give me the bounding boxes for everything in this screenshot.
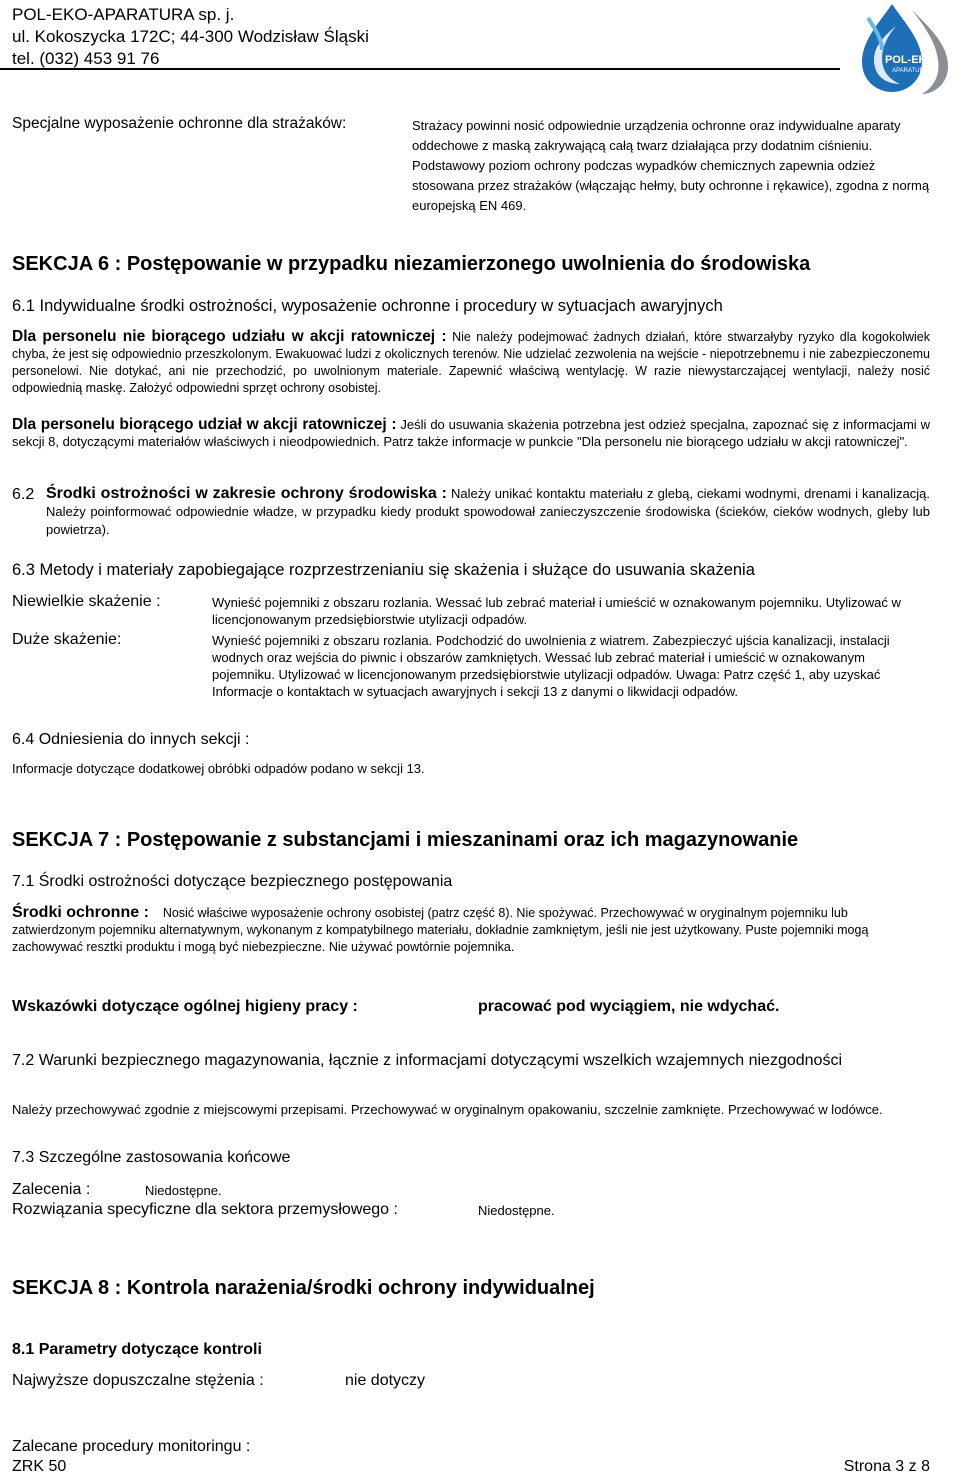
industrial-label: Rozwiązania specyficzne dla sektora przemysłowego : (12, 1201, 398, 1218)
emergency-label: Dla personelu biorącego udział w akcji ratowniczej : (12, 416, 397, 433)
non-emergency-text: Nie należy podejmować żadnych działań, które stwarzałyby ryzyko dla kogokolwiek chyba, że jest się odpowiednio przeszkolonym. Ewakuować ludzi z okolicznych terenów. Nie udzielać zezwolenia na wejście - niepotrzebnemu i nie zabezpieczonemu personelowi. Nie dotykać, ani nie przechodzić, po uwolnionym materiale. Zapewnić właściwą wentylację. W razie niewystarczającej wentylacji, należy nosić odpowiednią maskę. Założyć odpowiedni sprzęt ochrony osobistej. (12, 330, 930, 395)
logo-subtext: APARATURA (892, 68, 928, 74)
section-6-2-label: Środki ostrożności w zakresie ochrony środowiska : (46, 485, 447, 502)
max-conc-label: Najwyższe dopuszczalne stężenia : (12, 1372, 264, 1389)
section-7-3-title: 7.3 Szczególne zastosowania końcowe (12, 1149, 291, 1166)
non-emergency-label: Dla personelu nie biorącego udziału w akcji ratowniczej : (12, 328, 447, 345)
non-emergency-paragraph (12, 328, 930, 397)
section-6-4-text: Informacje dotyczące dodatkowej obróbki odpadów podano w sekcji 13. (12, 761, 425, 776)
section-6-2-text: Należy unikać kontaktu materiału z glebą, ciekami wodnymi, drenami i kanalizacją. Należy poinformować odpowiednie władze, w przypadku kiedy produkt spowodował zanieczyszczenie środowiska (ścieków, cieków wodnych, gleby lub powietrza). (46, 486, 930, 537)
footer-product: ZRK 50 (12, 1458, 67, 1475)
max-conc-value: nie dotyczy (345, 1372, 426, 1389)
footer-page: Strona 3 z 8 (843, 1458, 930, 1475)
industrial-value: Niedostępne. (478, 1203, 555, 1218)
firefighters-text: Strażacy powinni nosić odpowiednie urządzenia ochronne oraz indywidualne aparaty oddechowe z maską zakrywającą całą twarz działająca przy dodatnim ciśnieniu. Podstawowy poziom ochrony podczas wypadków chemicznych zapewnia odzież stosowana przez strażaków (włączając hełmy, buty ochronne i rękawice), zgodna z normą europejską EN 469. (412, 118, 930, 213)
section-6-1-title: 6.1 Indywidualne środki ostrożności, wyposażenie ochronne i procedury w sytuacjach awaryjnych (12, 297, 723, 315)
section-8-title: SEKCJA 8 : Kontrola narażenia/środki ochrony indywidualnej (12, 1277, 595, 1299)
header-rule (0, 68, 840, 70)
protective-text: Nosić właściwe wyposażenie ochrony osobistej (patrz część 8). Nie spożywać. Przechowywać w oryginalnym pojemniku lub zatwierdzonym pojemniku alternatywnym, wykonanym z kompatybilnego materiału, dokładnie zamkniętym, jeśli nie jest użytkowany. Puste pojemniki mogą zachowywać resztki produktu i mogą być niebezpieczne. Nie używać powtórnie pojemnika. (12, 906, 869, 954)
emergency-text: Jeśli do usuwania skażenia potrzebna jest odzież specjalna, zapoznać się z informacjami w sekcji 8, dotyczącymi materiałów właściwych i nieodpowiednich. Patrz także informacje w punkcie "Dla personelu nie biorącego udziału w akcji ratowniczej". (12, 417, 930, 449)
company-name: POL-EKO-APARATURA sp. j. (12, 5, 235, 24)
emergency-paragraph (12, 416, 930, 450)
hygiene-text: pracować pod wyciągiem, nie wdychać. (478, 998, 780, 1015)
section-6-2-num: 6.2 (12, 486, 35, 503)
section-6-4-title: 6.4 Odniesienia do innych sekcji : (12, 731, 250, 748)
protective-paragraph (12, 904, 930, 956)
section-7-2-title: 7.2 Warunki bezpiecznego magazynowania, łącznie z informacjami dotyczącymi wszelkich wzajemnych niezgodności (12, 1052, 842, 1069)
section-7-1-title: 7.1 Środki ostrożności dotyczące bezpiecznego postępowania (12, 873, 453, 890)
section-7-title: SEKCJA 7 : Postępowanie z substancjami i mieszaninami oraz ich magazynowanie (12, 829, 799, 851)
section-6-2-paragraph (46, 485, 930, 539)
small-spill-text: Wynieść pojemniki z obszaru rozlania. Wessać lub zebrać materiał i umieścić w oznakowanym pojemniku. Utylizować w licencjonowanym przedsiębiorstwie utylizacji odpadów. (212, 595, 901, 627)
company-phone: tel. (032) 453 91 76 (12, 49, 160, 68)
hygiene-label: Wskazówki dotyczące ogólnej higieny pracy : (12, 998, 358, 1015)
water-drop-icon (852, 0, 956, 96)
company-address: ul. Kokoszycka 172C; 44-300 Wodzisław Śląski (12, 27, 369, 46)
large-spill-text: Wynieść pojemniki z obszaru rozlania. Podchodzić do uwolnienia z wiatrem. Zabezpieczyć ujścia kanalizacji, instalacji wodnych oraz wejścia do piwnic i obszarów zamkniętych. Wessać lub zebrać materiał i umieścić w oznakowanym pojemniku. Utylizować w licencjonowanym przedsiębiorstwie utylizacji odpadów. Uwaga: Patrz część 1, aby uzyskać Informacje o kontaktach w sytuacjach awaryjnych i sekcji 13 z danymi o likwidacji odpadów. (212, 633, 890, 699)
section-6-title: SEKCJA 6 : Postępowanie w przypadku niezamierzonego uwolnienia do środowiska (12, 253, 811, 275)
logo-text: POL-EKO (884, 54, 936, 66)
firefighters-label: Specjalne wyposażenie ochronne dla strażaków: (12, 115, 347, 132)
protective-label: Środki ochronne : (12, 904, 149, 921)
monitoring-label: Zalecane procedury monitoringu : (12, 1438, 251, 1455)
recommendations-label: Zalecenia : (12, 1181, 91, 1198)
section-8-1-title: 8.1 Parametry dotyczące kontroli (12, 1341, 262, 1358)
section-7-2-text: Należy przechowywać zgodnie z miejscowymi przepisami. Przechowywać w oryginalnym opakowaniu, szczelnie zamknięte. Przechowywać w lodówce. (12, 1102, 883, 1117)
recommendations-value: Niedostępne. (145, 1183, 222, 1198)
small-spill-label: Niewielkie skażenie : (12, 593, 161, 610)
section-6-3-title: 6.3 Metody i materiały zapobiegające rozprzestrzenianiu się skażenia i służące do usuwania skażenia (12, 561, 755, 579)
company-logo (852, 0, 956, 96)
large-spill-label: Duże skażenie: (12, 631, 122, 648)
